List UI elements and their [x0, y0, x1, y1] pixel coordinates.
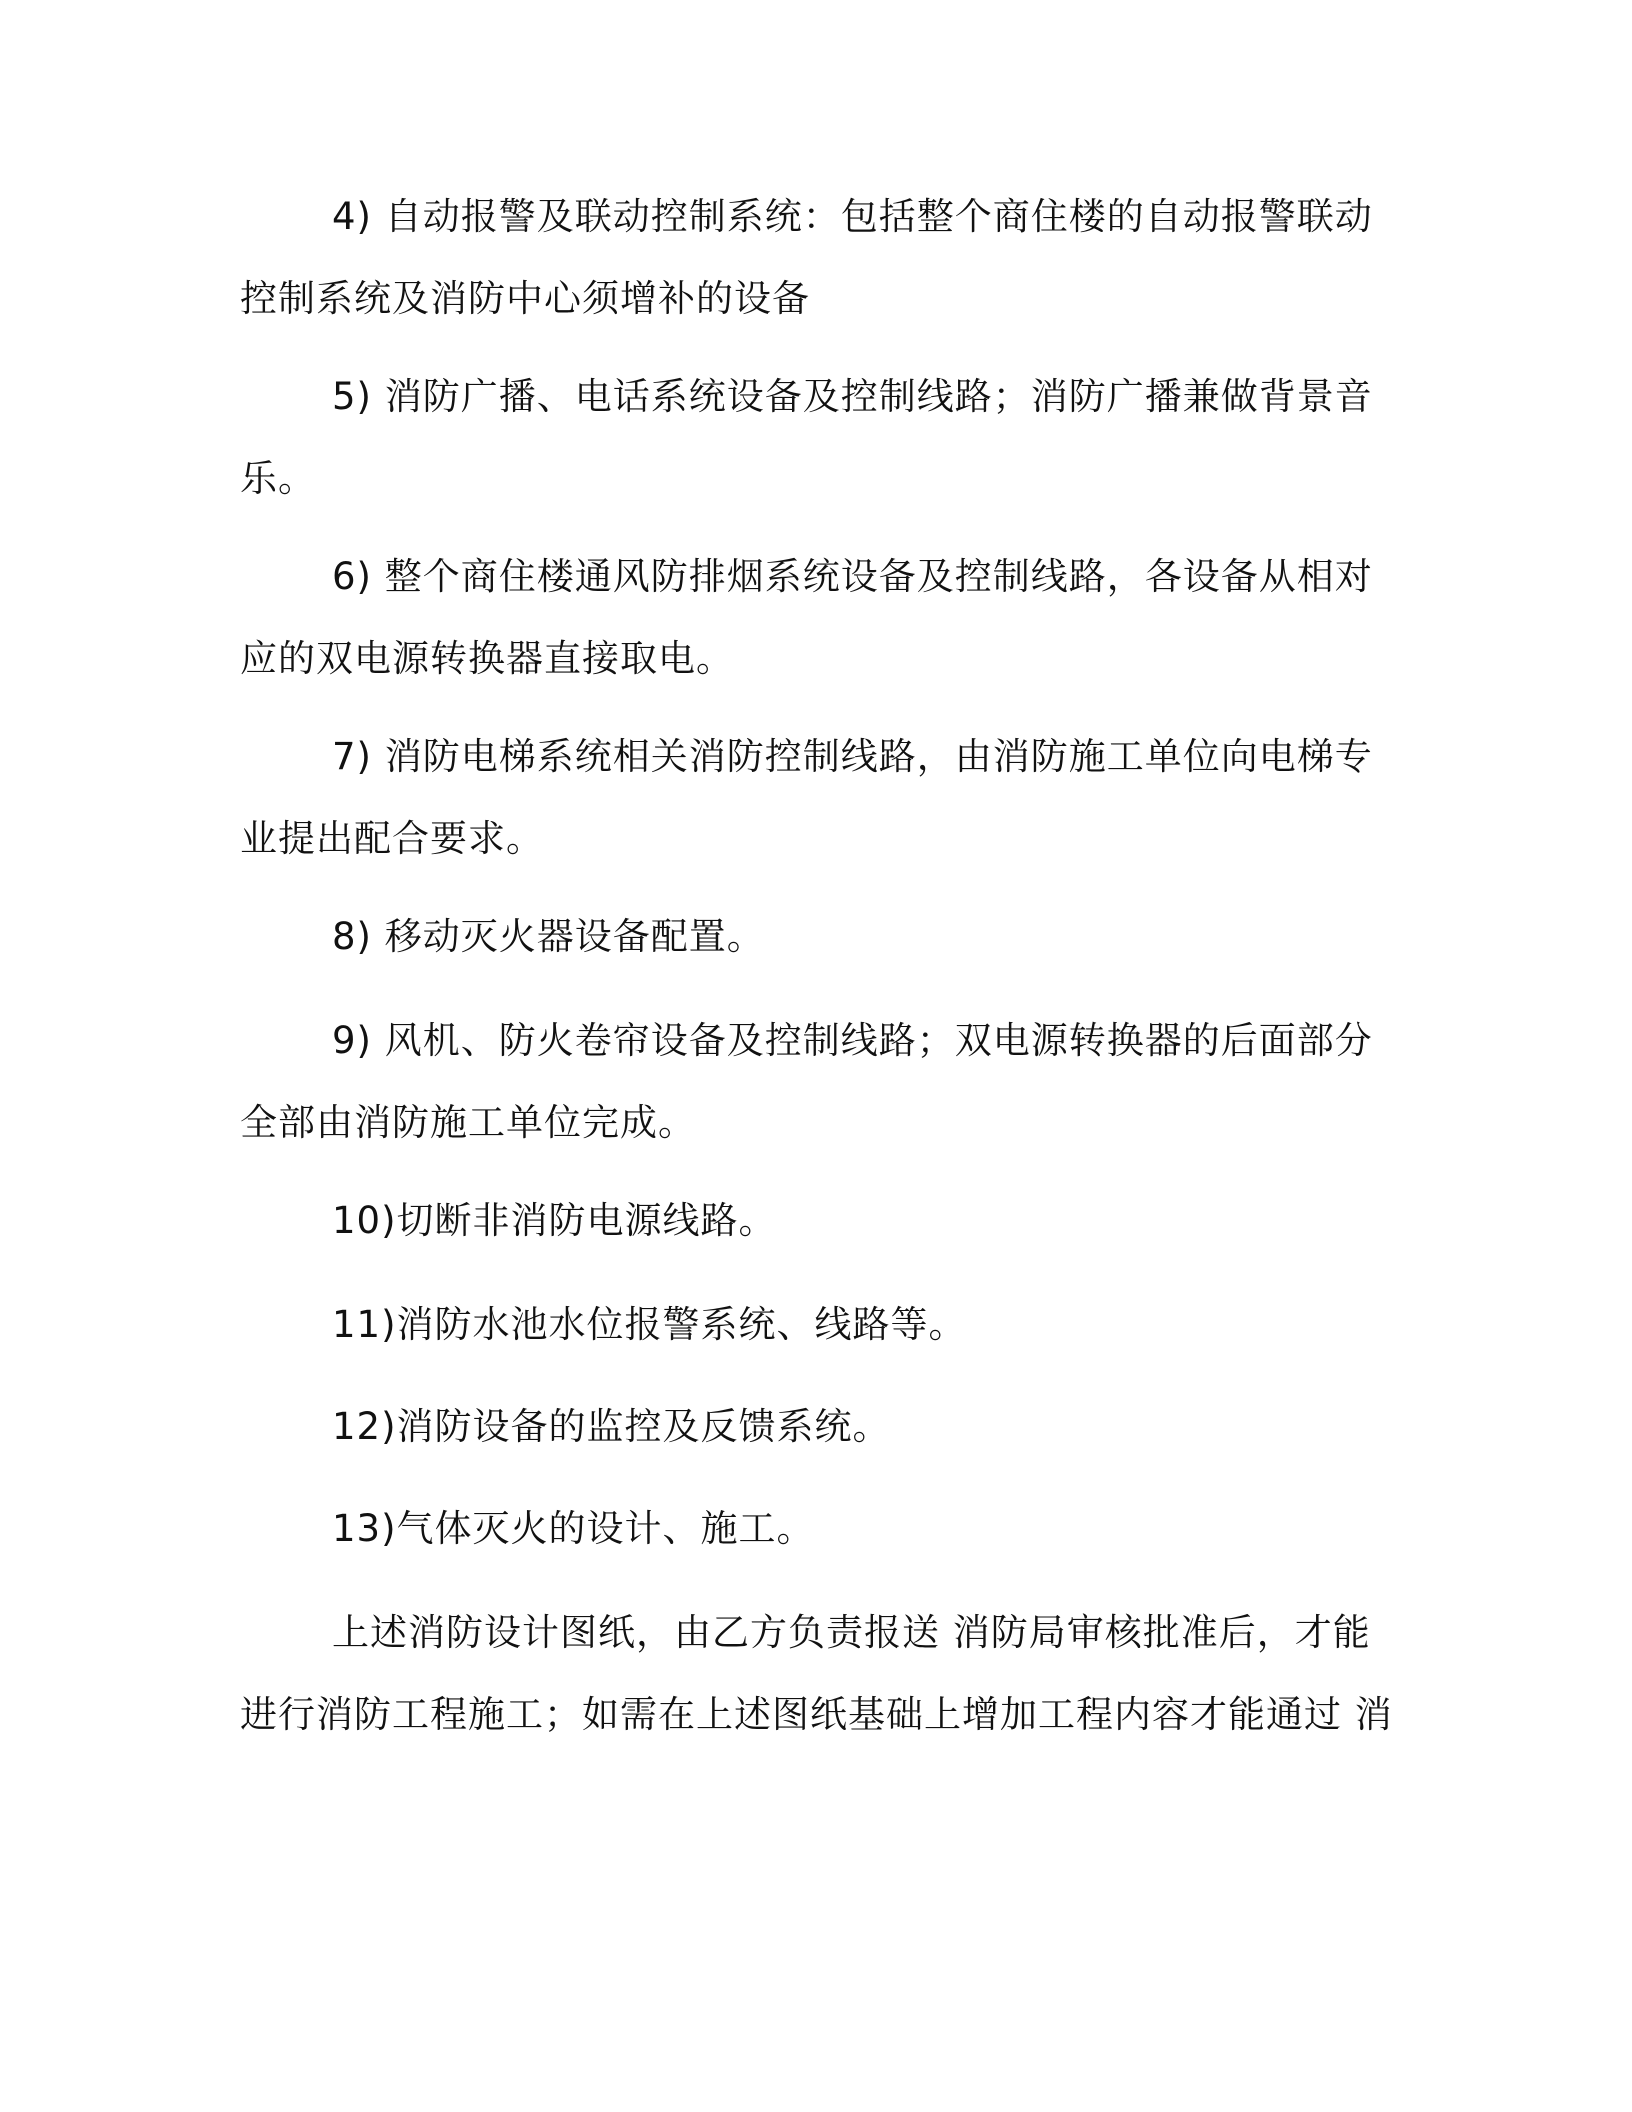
paragraph-line: 应的双电源转换器直接取电。	[240, 637, 734, 680]
paragraph-item-7	[240, 716, 1380, 880]
paragraph-line: 进行消防工程施工；如需在上述图纸基础上增加工程内容才能通过 消	[240, 1693, 1393, 1736]
paragraph-line: 9) 风机、防火卷帘设备及控制线路；双电源转换器的后面部分	[332, 1019, 1373, 1062]
paragraph-line: 4) 自动报警及联动控制系统：包括整个商住楼的自动报警联动	[332, 195, 1373, 238]
paragraph-item-10	[240, 1180, 1380, 1262]
paragraph-line: 全部由消防施工单位完成。	[240, 1101, 696, 1144]
paragraph-line: 业提出配合要求。	[240, 817, 544, 860]
paragraph-line: 乐。	[240, 457, 316, 500]
paragraph-line: 7) 消防电梯系统相关消防控制线路，由消防施工单位向电梯专	[332, 735, 1373, 778]
paragraph-line: 6) 整个商住楼通风防排烟系统设备及控制线路，各设备从相对	[332, 555, 1373, 598]
paragraph-item-11	[240, 1284, 1380, 1366]
paragraph-line: 控制系统及消防中心须增补的设备	[240, 277, 810, 320]
paragraph-line: 13)气体灭火的设计、施工。	[332, 1507, 815, 1550]
paragraph-item-8	[240, 896, 1380, 978]
paragraph-line: 8) 移动灭火器设备配置。	[332, 915, 765, 958]
paragraph-line: 5) 消防广播、电话系统设备及控制线路；消防广播兼做背景音	[332, 375, 1373, 418]
paragraph-line: 上述消防设计图纸，由乙方负责报送 消防局审核批准后，才能	[332, 1611, 1371, 1654]
paragraph-summary	[240, 1592, 1393, 1756]
paragraph-line: 12)消防设备的监控及反馈系统。	[332, 1405, 891, 1448]
paragraph-item-9	[240, 1000, 1380, 1164]
paragraph-item-13	[240, 1488, 1380, 1570]
paragraph-item-6	[240, 536, 1380, 700]
paragraph-line: 11)消防水池水位报警系统、线路等。	[332, 1303, 967, 1346]
paragraph-line: 10)切断非消防电源线路。	[332, 1199, 777, 1242]
paragraph-item-12	[240, 1386, 1380, 1468]
paragraph-item-4	[240, 176, 1380, 340]
paragraph-item-5	[240, 356, 1380, 520]
